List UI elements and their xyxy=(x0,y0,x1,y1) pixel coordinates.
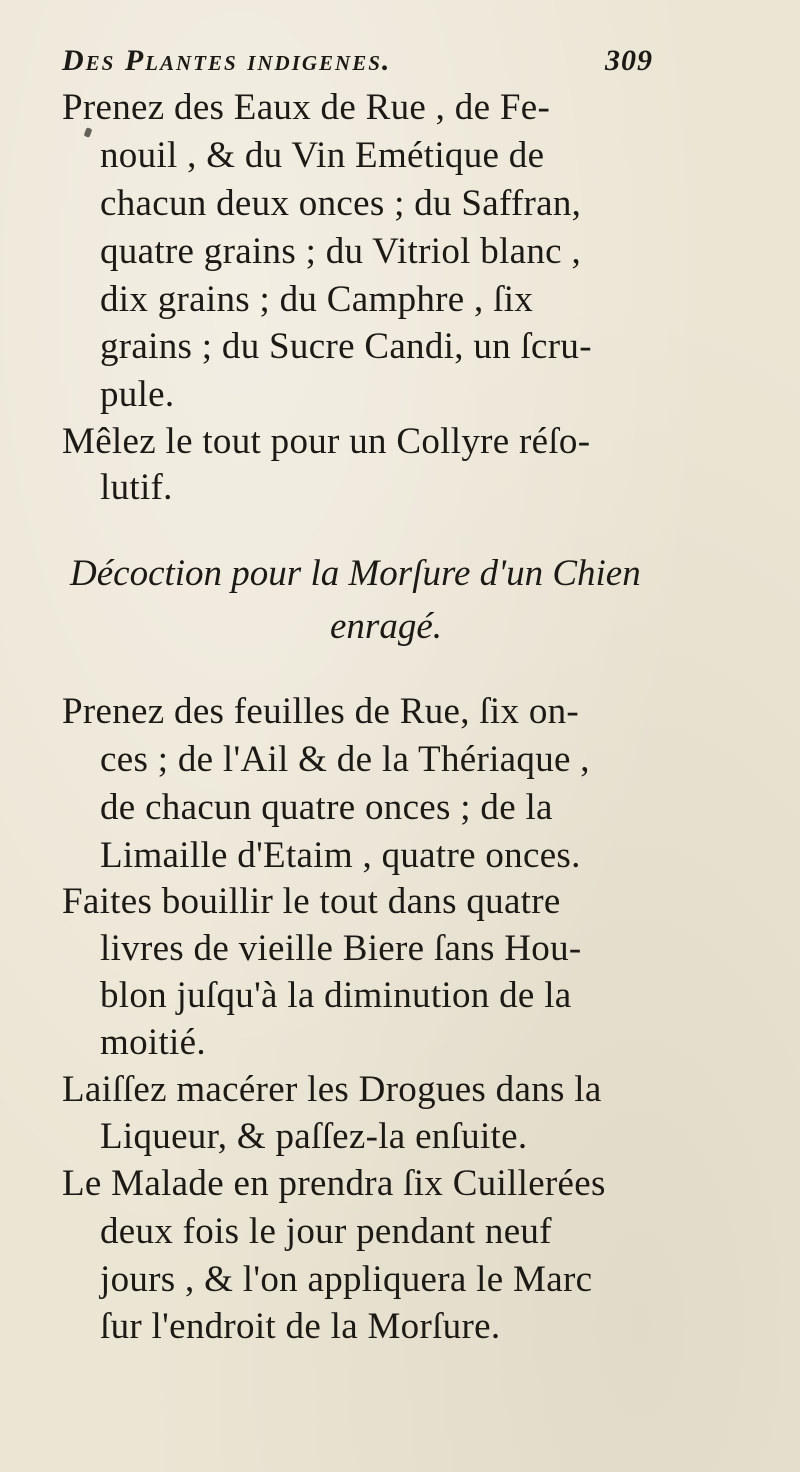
running-title: Des Plantes indigenes. xyxy=(62,44,392,77)
text-line: dix grains ; du Camphre , ſix xyxy=(100,279,534,320)
section-heading-line1: Décoction pour la Morſure d'un Chien xyxy=(70,553,641,594)
text-line: livres de vieille Biere ſans Hou- xyxy=(100,928,582,969)
running-header xyxy=(62,44,662,78)
text-line: de chacun quatre onces ; de la xyxy=(100,787,553,828)
text-line: jours , & l'on appliquera le Marc xyxy=(100,1259,593,1300)
section-heading-line2: enragé. xyxy=(330,606,442,647)
text-line: grains ; du Sucre Candi, un ſcru- xyxy=(100,326,592,367)
text-line: Mêlez le tout pour un Collyre réſo- xyxy=(62,421,591,462)
text-line: lutif. xyxy=(100,467,173,508)
text-line: chacun deux onces ; du Saffran, xyxy=(100,183,582,224)
text-line: moitié. xyxy=(100,1022,206,1063)
page-number: 309 xyxy=(605,44,653,77)
text-line: Limaille d'Etaim , quatre onces. xyxy=(100,835,581,876)
text-line: Prenez des feuilles de Rue, ſix on- xyxy=(62,691,580,732)
text-line: deux fois le jour pendant neuf xyxy=(100,1211,552,1252)
text-line: Liqueur, & paſſez-la enſuite. xyxy=(100,1116,528,1157)
text-line: ſur l'endroit de la Morſure. xyxy=(100,1306,501,1347)
text-line: Laiſſez macérer les Drogues dans la xyxy=(62,1069,602,1110)
text-line: Prenez des Eaux de Rue , de Fe- xyxy=(62,87,551,128)
text-line: pule. xyxy=(100,374,175,415)
text-line: Le Malade en prendra ſix Cuillerées xyxy=(62,1163,606,1204)
text-line: Faites bouillir le tout dans quatre xyxy=(62,881,561,922)
text-line: ces ; de l'Ail & de la Thériaque , xyxy=(100,739,590,780)
text-line: blon juſqu'à la diminution de la xyxy=(100,975,572,1016)
text-line: nouil , & du Vin Emétique de xyxy=(100,135,545,176)
text-line: quatre grains ; du Vitriol blanc , xyxy=(100,231,581,272)
